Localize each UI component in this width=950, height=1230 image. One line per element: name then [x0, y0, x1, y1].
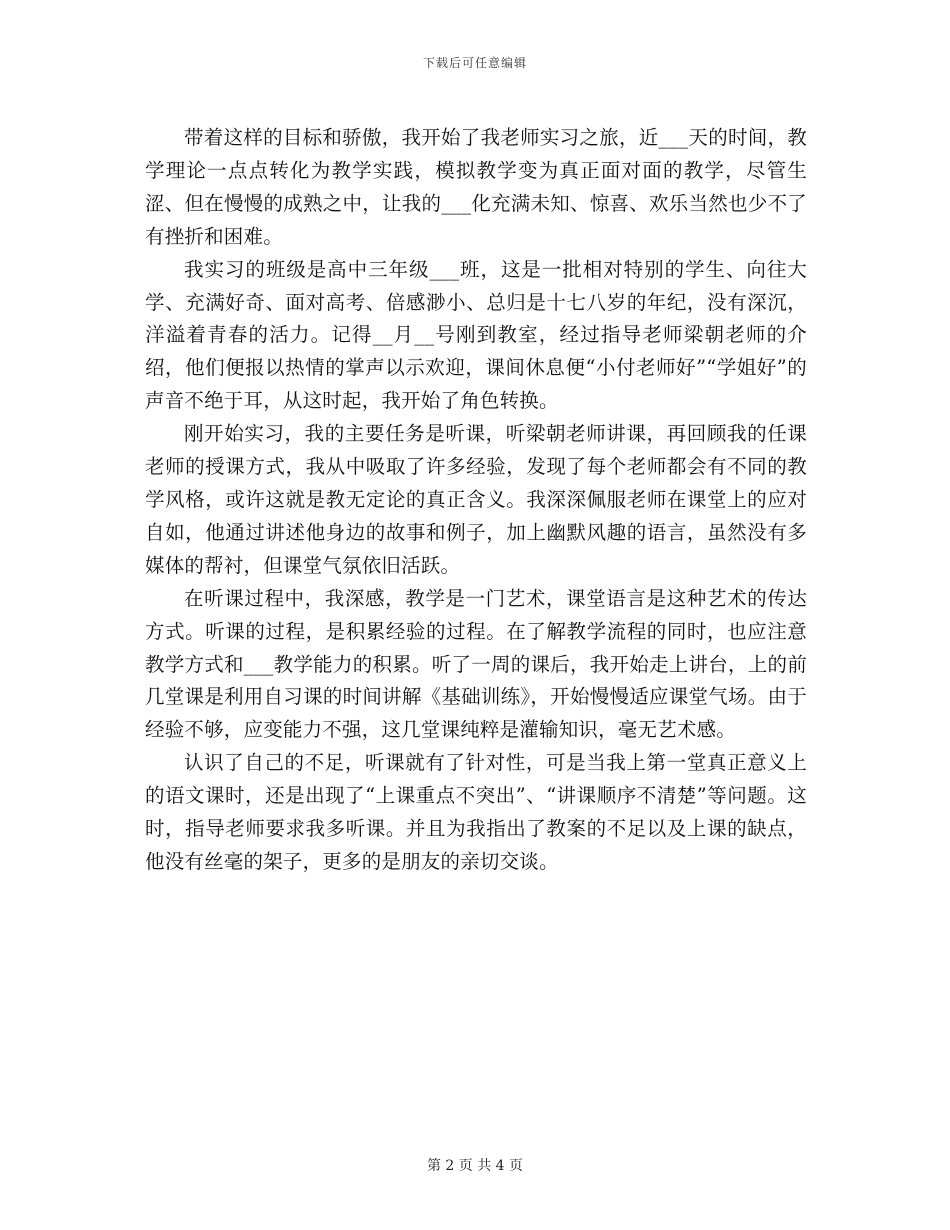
document-body [145, 122, 807, 879]
paragraph-3: 刚开始实习，我的主要任务是听课，听梁朝老师讲课，再回顾我的任课老师的授课方式，我从中吸取了许多经验，发现了每个老师都会有不同的教学风格，或许这就是教无定论的真正含义。我深深佩服老师在课堂上的应对自如，他通过讲述他身边的故事和例子，加上幽默风趣的语言，虽然没有多媒体的帮衬，但课堂气氛依旧活跃。 [145, 422, 807, 577]
paragraph-4: 在听课过程中，我深感，教学是一门艺术，课堂语言是这种艺术的传达方式。听课的过程，是积累经验的过程。在了解教学流程的同时，也应注意教学方式和___教学能力的积累。听了一周的课后，我开始走上讲台，上的前几堂课是利用自习课的时间讲解《基础训练》，开始慢慢适应课堂气场。由于经验不够，应变能力不强，这几堂课纯粹是灌输知识，毫无艺术感。 [145, 586, 807, 742]
page-header: 下载后可任意编辑 [422, 56, 527, 70]
paragraph-2: 我实习的班级是高中三年级___班，这是一批相对特别的学生、向往大学、充满好奇、面对高考、倍感渺小、总归是十七八岁的年纪，没有深沉，洋溢着青春的活力。记得__月__号刚到教室，经过指导老师梁朝老师的介绍，他们便报以热情的掌声以示欢迎，课间休息便“小付老师好”“学姐好”的声音不绝于耳，从这时起，我开始了角色转换。 [145, 257, 807, 413]
paragraph-5: 认识了自己的不足，听课就有了针对性，可是当我上第一堂真正意义上的语文课时，还是出现了“上课重点不突出”、“讲课顺序不清楚”等问题。这时，指导老师要求我多听课。并且为我指出了教案的不足以及上课的缺点，他没有丝毫的架子，更多的是朋友的亲切交谈。 [145, 751, 807, 873]
page-number-footer: 第 2 页 共 4 页 [426, 1158, 524, 1174]
paragraph-1: 带着这样的目标和骄傲，我开始了我老师实习之旅，近___天的时间，教学理论一点点转化为教学实践，模拟教学变为真正面对面的教学，尽管生涩、但在慢慢的成熟之中，让我的___化充满未知、惊喜、欢乐当然也少不了有挫折和困难。 [145, 126, 807, 248]
